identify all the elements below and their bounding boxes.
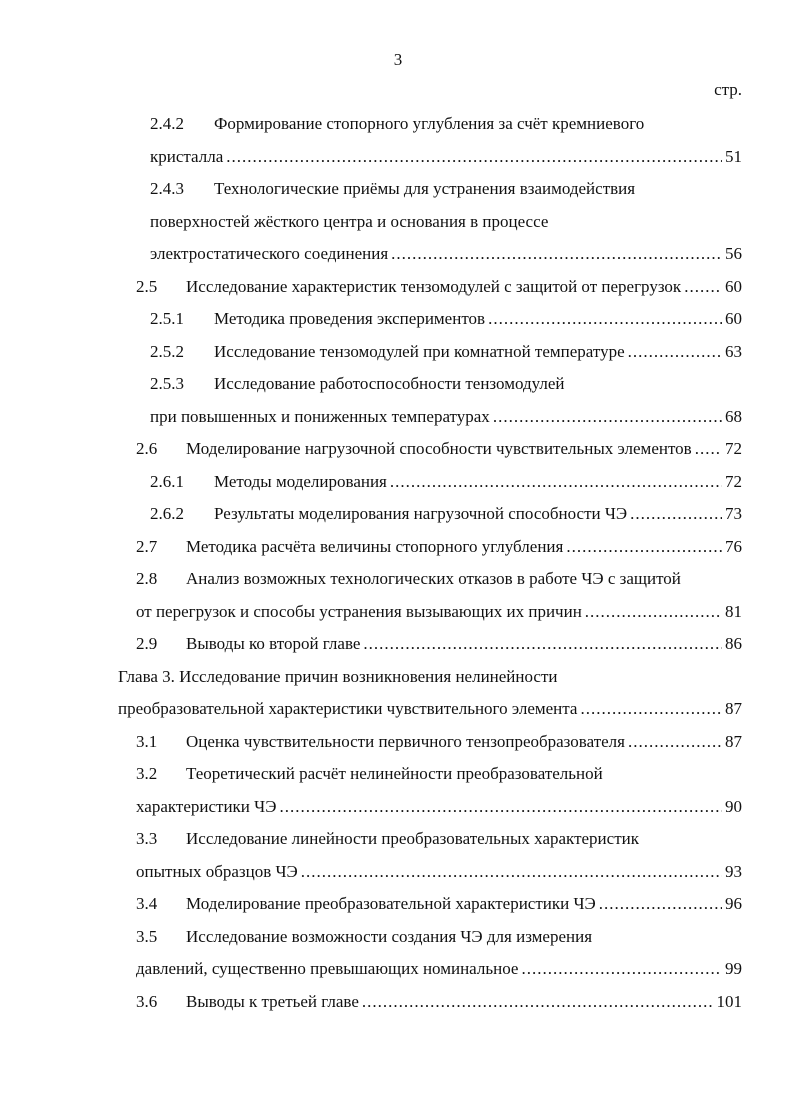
page-column-label: стр. (714, 80, 742, 99)
dot-leader (390, 466, 722, 499)
toc-entry (0, 498, 796, 531)
toc-entry-number: 2.6.1 (150, 471, 184, 491)
toc-entry-line (136, 856, 742, 889)
toc-entry-title: характеристики ЧЭ (136, 796, 277, 816)
dot-leader (695, 433, 722, 466)
dot-leader (301, 856, 722, 889)
toc-entry-number: 2.4.2 (150, 114, 184, 133)
dot-leader (493, 401, 722, 434)
toc-entry-page: 76 (725, 536, 742, 556)
toc-entry-number: 3.4 (136, 894, 158, 913)
toc-entry-page: 96 (725, 894, 742, 913)
toc-entry-title: Исследование тензомодулей при комнатной температуре (214, 341, 625, 361)
toc-entry-line (136, 986, 742, 1019)
toc-entry-line (0, 693, 742, 726)
toc-entry-line (150, 401, 742, 434)
toc-entry-title: Исследование характеристик тензомодулей с защитой от перегрузок (186, 276, 682, 296)
toc-entry (0, 563, 796, 628)
toc-entry-page: 87 (725, 731, 742, 751)
dot-leader (363, 628, 722, 661)
toc-entry-title: Выводы к третьей главе (186, 991, 359, 1011)
toc-entry-line (150, 303, 742, 336)
toc-entry-line (150, 108, 742, 141)
toc-entry-title: Исследование работоспособности тензомодулей (214, 374, 565, 393)
dot-leader (684, 271, 722, 304)
toc-entry-number: 3.1 (136, 731, 158, 751)
toc-entry-title: Анализ возможных технологических отказов в работе ЧЭ с защитой (186, 569, 681, 588)
toc-entry-title: Результаты моделирования нагрузочной способности ЧЭ (214, 504, 628, 523)
toc-entry-number: 2.5.1 (150, 309, 184, 328)
toc-entry-page: 51 (725, 146, 742, 166)
toc-entry-line (136, 531, 742, 564)
toc-entry-title: поверхностей жёсткого центра и основания в процессе (150, 211, 549, 231)
toc-entry (0, 661, 796, 726)
toc-entry-number: 2.6.2 (150, 504, 184, 523)
toc-entry-page: 86 (725, 634, 742, 653)
toc-entry (0, 303, 796, 336)
toc-entry-title: Теоретический расчёт нелинейности преобразовательной (186, 764, 603, 783)
toc-entry (0, 336, 796, 369)
toc-entry-page: 72 (725, 439, 742, 458)
toc-entry-page: 56 (725, 244, 742, 263)
toc-entry-line (150, 336, 742, 369)
toc-entry-line (136, 823, 742, 856)
toc-entry-line (150, 173, 742, 206)
toc-entry-title: Методика расчёта величины стопорного углубления (186, 536, 564, 556)
dot-leader (226, 141, 722, 174)
toc-entry-line (136, 433, 742, 466)
toc-entry-title: кристалла (150, 146, 224, 166)
toc-entry-line (136, 271, 742, 304)
toc-entry-title: Методы моделирования (214, 471, 387, 491)
dot-leader (580, 693, 722, 726)
toc-entry-number: 3.5 (136, 926, 158, 946)
toc-entry-line (150, 238, 742, 271)
toc-entry (0, 433, 796, 466)
toc-entry-page: 72 (725, 471, 742, 491)
toc-entry-line (0, 661, 742, 694)
toc-entry (0, 986, 796, 1019)
toc-entry-title: Моделирование преобразовательной характеристики ЧЭ (186, 894, 596, 913)
toc-entry-title: от перегрузок и способы устранения вызывающих их причин (136, 601, 582, 621)
dot-leader (488, 303, 722, 336)
toc-entry-line (136, 628, 742, 661)
dot-leader (362, 986, 714, 1019)
toc-entry-title: Технологические приёмы для устранения взаимодействия (214, 179, 636, 198)
toc-entry-title: при повышенных и пониженных температурах (150, 406, 490, 426)
toc-entry-line (150, 206, 742, 239)
toc-entry (0, 758, 796, 823)
toc-entry-title: Глава 3. Исследование причин возникновения нелинейности (118, 666, 558, 686)
toc-entry-number: 3.2 (136, 764, 158, 783)
toc-entry-title: Исследование возможности создания ЧЭ для измерения (186, 926, 593, 946)
toc-entry-number: 2.8 (136, 569, 158, 588)
toc-entry (0, 888, 796, 921)
toc-entry-line (136, 791, 742, 824)
toc-entry-page: 81 (725, 601, 742, 621)
toc-entry (0, 466, 796, 499)
toc-entry-number: 2.5.3 (150, 374, 184, 393)
toc-entry-page: 60 (725, 276, 742, 296)
page-number: 3 (393, 50, 403, 69)
toc-entry-title: Методика проведения экспериментов (214, 309, 486, 328)
toc-entry (0, 531, 796, 564)
toc-entry-number: 2.6 (136, 439, 158, 458)
toc-entry-title: преобразовательной характеристики чувствительного элемента (118, 699, 578, 718)
toc-entry-title: электростатического соединения (150, 244, 389, 263)
toc-entry-page: 60 (725, 309, 742, 328)
toc-entry-number: 2.5 (136, 276, 158, 296)
toc-entry-line (150, 498, 742, 531)
toc-entry-line (150, 466, 742, 499)
dot-leader (521, 953, 722, 986)
dot-leader (630, 498, 722, 531)
toc-entry-number: 3.3 (136, 829, 158, 848)
toc-entry (0, 368, 796, 433)
toc-entry-title: опытных образцов ЧЭ (136, 861, 298, 881)
toc-entry-page: 63 (725, 341, 742, 361)
dot-leader (391, 238, 722, 271)
toc-entry (0, 628, 796, 661)
toc-entry-title: Исследование линейности преобразовательных характеристик (186, 829, 639, 848)
dot-leader (279, 791, 722, 824)
toc-entry-line (136, 758, 742, 791)
toc-entry-number: 2.5.2 (150, 341, 184, 361)
dot-leader (628, 726, 722, 759)
toc-entry-number: 2.7 (136, 536, 158, 556)
toc-entry (0, 823, 796, 888)
toc-entry-number: 2.4.3 (150, 179, 184, 198)
toc-entry-line (150, 368, 742, 401)
toc-entry-title: Моделирование нагрузочной способности чувствительных элементов (186, 439, 692, 458)
toc-entry-page: 101 (716, 991, 742, 1011)
table-of-contents (0, 108, 796, 1018)
toc-entry-line (136, 596, 742, 629)
toc-entry-number: 2.9 (136, 634, 158, 653)
dot-leader (566, 531, 722, 564)
toc-entry-line (136, 953, 742, 986)
toc-entry-page: 68 (725, 406, 742, 426)
toc-entry-title: Выводы ко второй главе (186, 634, 361, 653)
toc-entry (0, 173, 796, 271)
toc-entry-line (136, 726, 742, 759)
toc-entry-title: Оценка чувствительности первичного тензопреобразователя (186, 731, 625, 751)
toc-entry-page: 90 (725, 796, 742, 816)
toc-entry-page: 87 (725, 699, 742, 718)
toc-entry (0, 726, 796, 759)
toc-entry-page: 99 (725, 959, 742, 978)
dot-leader (628, 336, 722, 369)
toc-entry (0, 271, 796, 304)
toc-entry-line (136, 888, 742, 921)
toc-entry-line (136, 921, 742, 954)
toc-entry-number: 3.6 (136, 991, 158, 1011)
toc-entry (0, 921, 796, 986)
dot-leader (585, 596, 722, 629)
toc-entry-title: Формирование стопорного углубления за счёт кремниевого (214, 114, 645, 133)
toc-entry-title: давлений, существенно превышающих номинальное (136, 959, 519, 978)
toc-entry-page: 73 (725, 504, 742, 523)
dot-leader (599, 888, 722, 921)
toc-entry-line (150, 141, 742, 174)
toc-entry-line (136, 563, 742, 596)
toc-entry (0, 108, 796, 173)
toc-entry-page: 93 (725, 861, 742, 881)
